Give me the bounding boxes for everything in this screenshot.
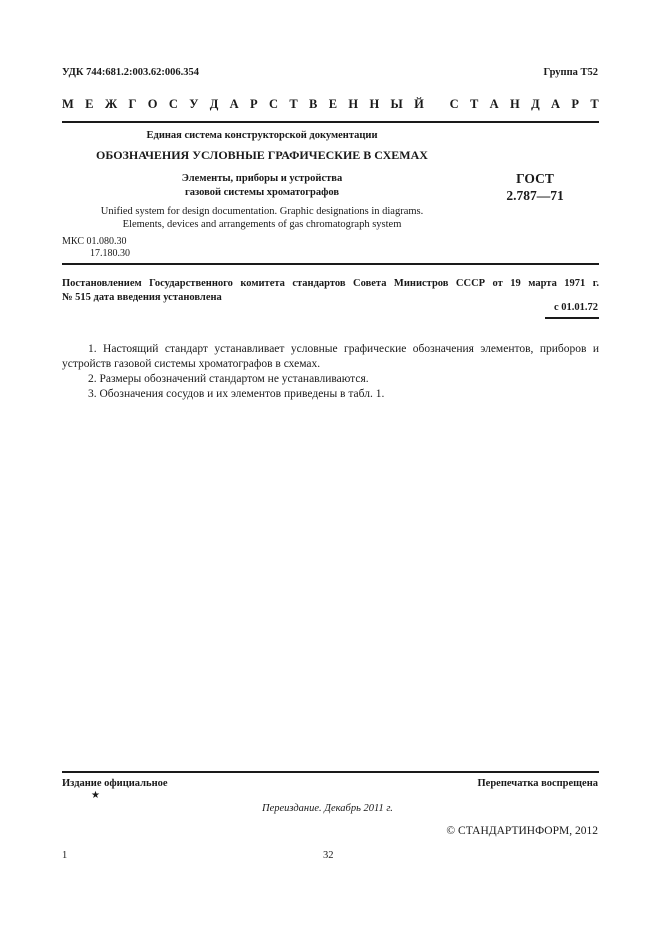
page-number-left: 1 [62,850,68,861]
mks-label: МКС [62,236,84,247]
document-title: ОБОЗНАЧЕНИЯ УСЛОВНЫЕ ГРАФИЧЕСКИЕ В СХЕМАХ [96,148,428,162]
heading-letter: В [309,97,318,111]
heading-letter: Д [209,97,219,111]
group-code: Группа Т52 [543,67,598,78]
heading-letter: А [489,97,499,111]
mks-code-2: 17.180.30 [90,248,130,259]
english-title-line-2: Elements, devices and arrangements of gas chromatograph system [122,219,402,230]
heading-letter: Е [85,97,94,111]
paragraph-3: 3. Обозначения сосудов и их элементов приведены в табл. 1. [88,388,385,400]
heading-letter: С [168,97,178,111]
subtitle-line-2: газовой системы хроматографов [184,187,340,198]
heading-letter: Н [369,97,380,111]
heading-letter: О [147,97,158,111]
heading-letter: Г [128,97,137,111]
system-name: Единая система конструкторской документации [146,130,378,141]
heading-letter: Ы [390,97,403,111]
heading-letter: Т [590,97,599,111]
heading-letter [435,97,438,112]
edition-label: Издание официальное [62,778,168,789]
heading-letter: Т [469,97,479,111]
heading-letter: Д [531,97,540,111]
body-text [62,342,599,402]
gost-label: ГОСТ [516,171,554,186]
english-title-line-1: Unified system for design documentation. Graphic designations in diagrams. [100,206,424,217]
heading-letter: А [551,97,561,111]
english-title [62,205,462,231]
udk-code: УДК 744:681.2:003.62:006.354 [62,67,199,78]
reissue-note: Переиздание. Декабрь 2011 г. [262,803,393,814]
heading-letter: А [229,97,239,111]
effective-date-underline [545,317,599,319]
heading-letter: Р [250,97,258,111]
paragraph-2: 2. Размеры обозначений стандартом не устанавливаются. [88,373,369,385]
heading-letter: С [269,97,279,111]
heading-letter: Н [510,97,520,111]
mks-code-1: 01.080.30 [86,236,127,247]
reprint-notice: Перепечатка воспрещена [477,778,598,789]
heading-letter: С [449,97,459,111]
paragraph-1: 1. Настоящий стандарт устанавливает условные графические обозначения элементов, приборов и устройств газовой системы хроматографов в схемах. [62,343,599,370]
title-block-rule [62,263,599,265]
heading-letter: У [189,97,199,111]
subtitle-line-1: Элементы, приборы и устройства [181,173,343,184]
decree-line-1: Постановлением Государственного комитета стандартов Совета Министров СССР от 19 марта 1971 г. [62,278,599,289]
header-rule [62,121,599,123]
page-number-center: 32 [323,850,334,861]
heading-letter: Ж [104,97,118,111]
effective-date: с 01.01.72 [553,302,598,313]
standard-kind-heading [62,97,599,112]
star-icon: ★ [91,790,100,801]
gost-designation [470,170,600,204]
heading-letter: Т [289,97,298,111]
heading-letter: Р [571,97,580,111]
heading-letter: Е [328,97,338,111]
gost-number: 2.787—71 [506,188,564,203]
decree-line-2: № 515 дата введения установлена [62,292,222,303]
document-subtitle [62,172,462,200]
copyright: © СТАНДАРТИНФОРМ, 2012 [446,825,598,837]
heading-letter: М [62,97,74,111]
footer-rule [62,771,599,773]
heading-letter: Й [414,97,424,111]
heading-letter: Н [348,97,359,111]
decree-text [62,277,599,305]
mks-codes [62,236,130,260]
